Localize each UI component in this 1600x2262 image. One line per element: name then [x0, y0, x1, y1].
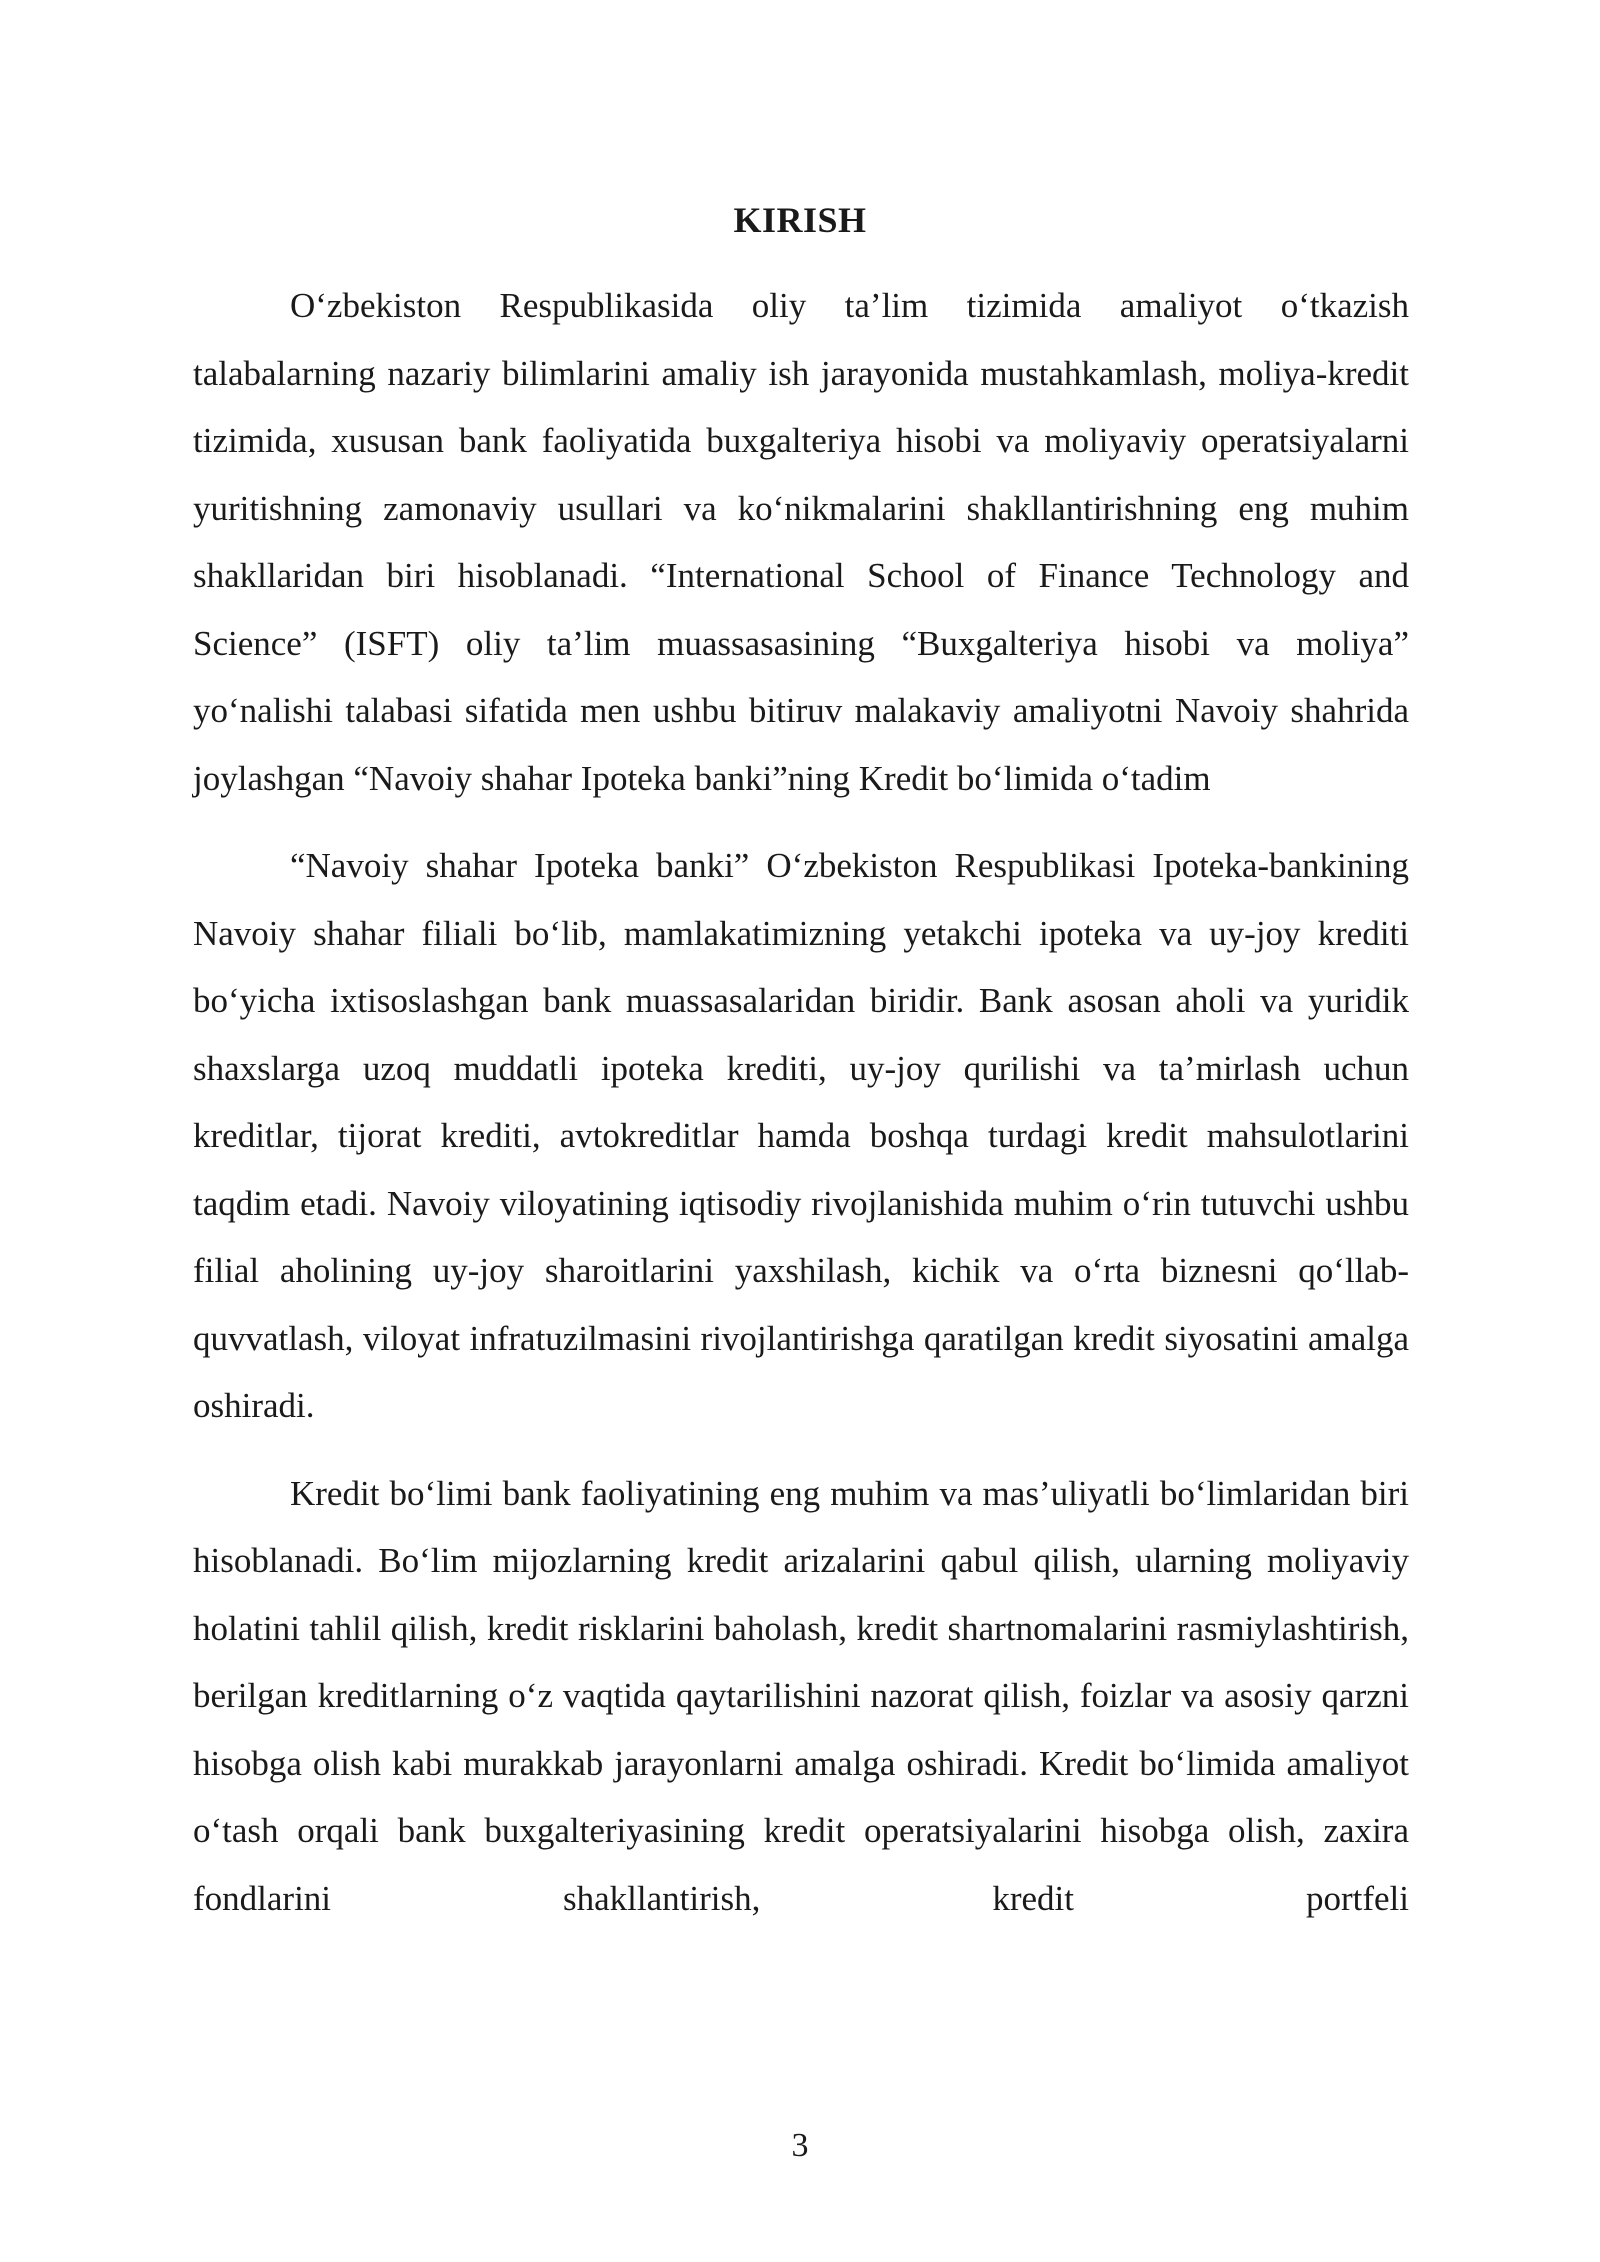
section-heading: KIRISH	[733, 200, 867, 240]
body-text	[193, 272, 1409, 1932]
page-number: 3	[791, 2127, 809, 2164]
paragraph-1: O‘zbekiston Respublikasida oliy ta’lim tizimida amaliyot o‘tkazish talabalarning nazariy bilimlarini amaliy ish jarayonida mustahkamlash, moliya-kredit tizimida, xususan bank faoliyatida buxgalteriya hisobi va moliyaviy operatsiyalarni yuritishning zamonaviy usullari va ko‘nikmalarini shakllantirishning eng muhim shakllaridan biri hisoblanadi. “International School of Finance Technology and Science” (ISFT) oliy ta’lim muassasasining “Buxgalteriya hisobi va moliya” yo‘nalishi talabasi sifatida men ushbu bitiruv malakaviy amaliyotni Navoiy shahrida joylashgan “Navoiy shahar Ipoteka banki”ning Kredit bo‘limida o‘tadim	[193, 286, 1409, 798]
paragraph-3: Kredit bo‘limi bank faoliyatining eng muhim va mas’uliyatli bo‘limlaridan biri hisoblanadi. Bo‘lim mijozlarning kredit arizalarini qabul qilish, ularning moliyaviy holatini tahlil qilish, kredit risklarini baholash, kredit shartnomalarini rasmiylashtirish, berilgan kreditlarning o‘z vaqtida qaytarilishini nazorat qilish, foizlar va asosiy qarzni hisobga olish kabi murakkab jarayonlarni amalga oshiradi. Kredit bo‘limida amaliyot o‘tash orqali bank buxgalteriyasining kredit operatsiyalarini hisobga olish, zaxira fondlarini shakllantirish, kredit portfeli	[193, 1473, 1409, 1918]
paragraph-2: “Navoiy shahar Ipoteka banki” O‘zbekiston Respublikasi Ipoteka-bankining Navoiy shahar filiali bo‘lib, mamlakatimizning yetakchi ipoteka va uy-joy krediti bo‘yicha ixtisoslashgan bank muassasalaridan biridir. Bank asosan aholi va yuridik shaxslarga uzoq muddatli ipoteka krediti, uy-joy qurilishi va ta’mirlash uchun kreditlar, tijorat krediti, avtokreditlar hamda boshqa turdagi kredit mahsulotlarini taqdim etadi. Navoiy viloyatining iqtisodiy rivojlanishida muhim o‘rin tutuvchi ushbu filial aholining uy-joy sharoitlarini yaxshilash, kichik va o‘rta biznesni qo‘llab-quvvatlash, viloyat infratuzilmasini rivojlantirishga qaratilgan kredit siyosatini amalga oshiradi.	[193, 846, 1409, 1425]
